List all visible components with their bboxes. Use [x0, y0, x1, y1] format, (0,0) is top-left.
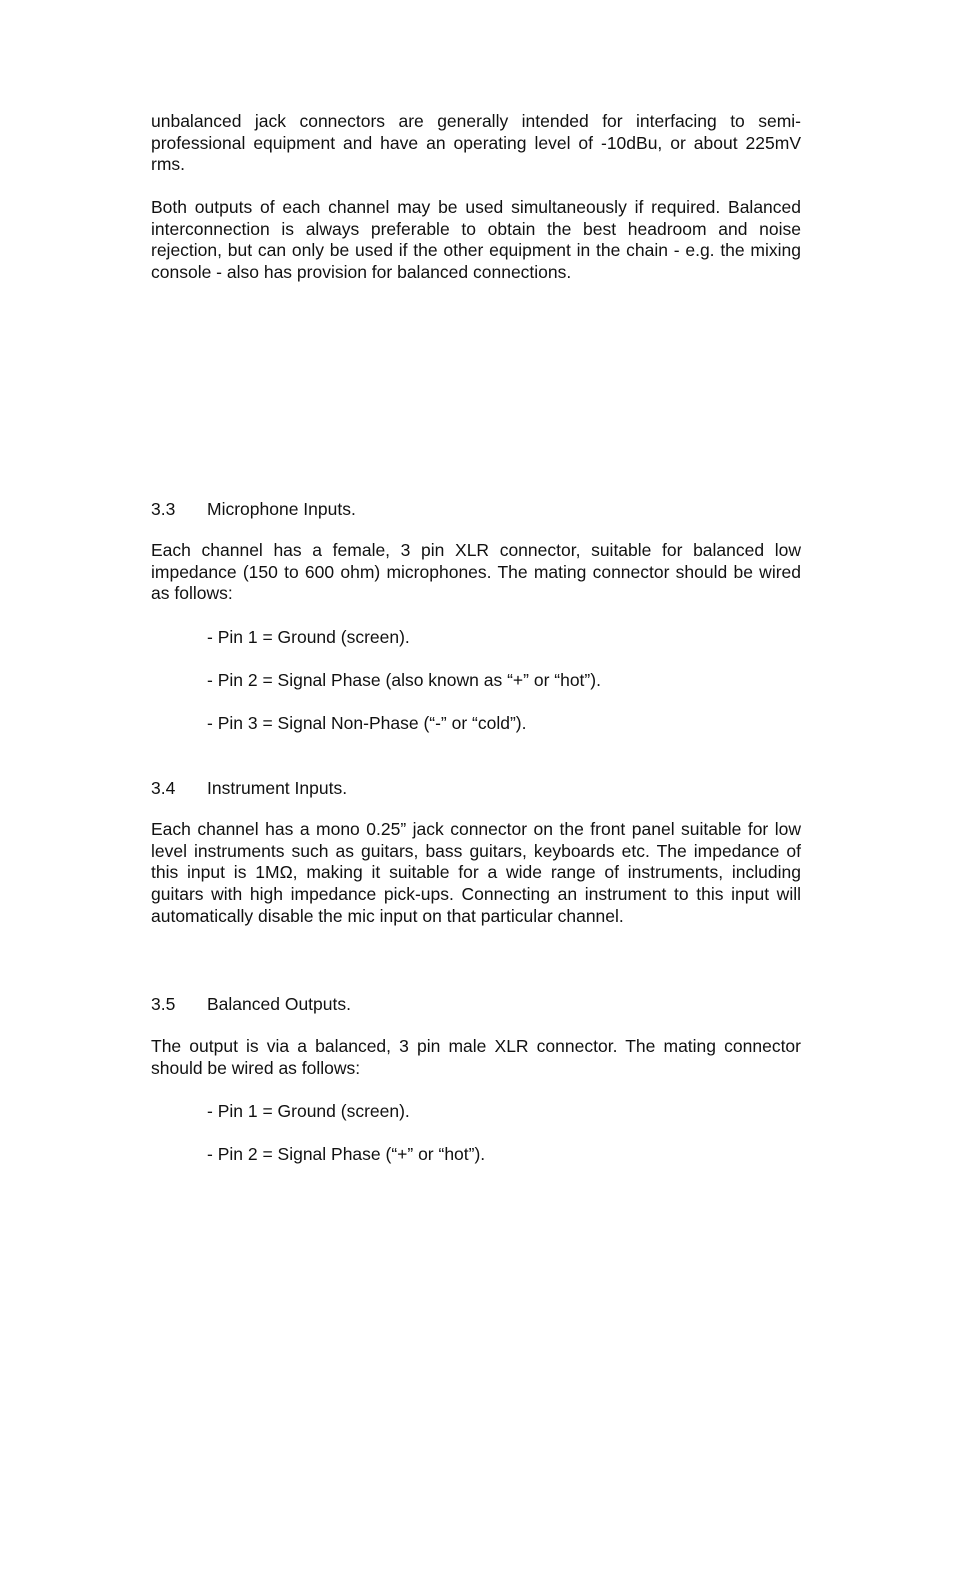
microphone-inputs-body: Each channel has a female, 3 pin XLR connector, suitable for balanced low impedance (150 to 600 ohm) microphones. The mating connector should be wired as follows: [151, 540, 801, 604]
mic-pin-1-item: - Pin 1 = Ground (screen). [207, 627, 410, 647]
section-title: Instrument Inputs. [207, 778, 348, 798]
instrument-inputs-body: Each channel has a mono 0.25” jack connector on the front panel suitable for low level instruments such as guitars, bass guitars, keyboards etc. The impedance of this input is 1MΩ, making it suitable for a wide range of instruments, including guitars with high impedance pick-ups. Connecting an instrument to this input will automatically disable the mic input on that particular channel. [151, 819, 801, 926]
section-heading-balanced-outputs [151, 993, 351, 1015]
output-pin-2-item: - Pin 2 = Signal Phase (“+” or “hot”). [207, 1144, 486, 1164]
mic-pin-3-item: - Pin 3 = Signal Non-Phase (“-” or “cold”). [207, 713, 527, 733]
section-number: 3.4 [151, 778, 176, 798]
balanced-outputs-body: The output is via a balanced, 3 pin male XLR connector. The mating connector should be wired as follows: [151, 1036, 801, 1078]
intro-paragraph-1: unbalanced jack connectors are generally intended for interfacing to semi-professional equipment and have an operating level of -10dBu, or about 225mV rms. [151, 111, 801, 175]
section-number: 3.3 [151, 499, 176, 519]
section-title: Balanced Outputs. [207, 994, 351, 1014]
section-heading-instrument-inputs [151, 777, 347, 799]
section-title: Microphone Inputs. [207, 499, 356, 519]
intro-paragraph-2: Both outputs of each channel may be used simultaneously if required. Balanced interconnection is always preferable to obtain the best headroom and noise rejection, but can only be used if the other equipment in the chain - e.g. the mixing console - also has provision for balanced connections. [151, 197, 801, 283]
mic-pin-2-item: - Pin 2 = Signal Phase (also known as “+” or “hot”). [207, 670, 601, 690]
section-number: 3.5 [151, 994, 176, 1014]
section-heading-microphone-inputs [151, 498, 356, 520]
output-pin-1-item: - Pin 1 = Ground (screen). [207, 1101, 410, 1121]
